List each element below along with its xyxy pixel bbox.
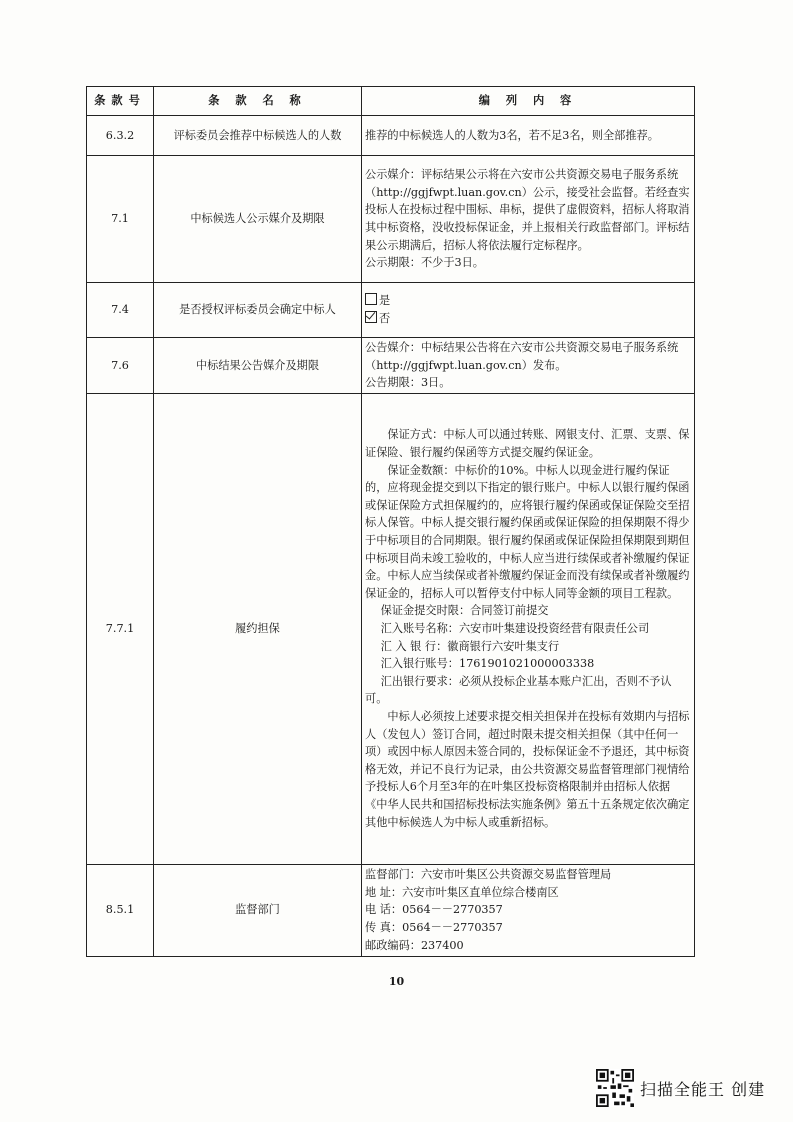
content-line: 汇出银行要求：必须从投标企业基本账户汇出，否则不予认可。 <box>365 674 672 706</box>
content-line: 中标人必须按上述要求提交相关担保并在投标有效期内与招标人（发包人）签订合同，超过时限未提交相关担保（其中任何一项）或因中标人原因未签合同的，投标保证金不予退还，其中标资格无效，并记不良行为记录，由公共资源交易监督管理部门视情给予投标人6个月至3年的在叶集区投标资格限制并由招标人依据《中华人民共和国招标投标法实施条例》第五十五条规定依次确定其他中标候选人为中标人或重新招标。 <box>365 709 690 829</box>
content-line: 保证金数额：中标价的10%。中标人以现金进行履约保证的，应将现金提交到以下指定的银行账户。中标人以银行履约保函或保证保险方式担保履约的，应将银行履约保函或保证保险交至招标人保管。中标人提交银行履约保函或保证保险的担保期限不得少于中标项目的合同期限。银行履约保函或保证保险担保期限到期但中标项目尚未竣工验收的，中标人应当进行续保或者补缴履约保证金。中标人应当续保或者补缴履约保证金而没有续保或者补缴履约保证金的，招标人可以暂停支付中标人同等金额的项目工程款。 <box>365 463 690 600</box>
table-row <box>87 283 695 338</box>
content-line: 保证方式：中标人可以通过转账、网银支付、汇票、支票、保证保险、银行履约保函等方式提交履约保证金。 <box>365 428 690 460</box>
content-line: 公告媒介：中标结果公告将在六安市公共资源交易电子服务系统（http://ggjfwpt.luan.gov.cn）发布。 <box>365 341 679 372</box>
table-row <box>87 393 695 864</box>
clause-name: 中标候选人公示媒介及期限 <box>154 156 362 283</box>
option-no[interactable] <box>365 310 691 328</box>
content-line: 地 址：六安市叶集区直单位综合楼南区 <box>365 885 559 899</box>
content-line: 保证金提交时限：合同签订前提交 <box>380 604 549 618</box>
scanner-watermark <box>596 1068 765 1108</box>
clause-table <box>86 86 695 957</box>
clause-content <box>362 393 695 864</box>
clause-number: 7.1 <box>87 156 154 283</box>
clause-name: 是否授权评标委员会确定中标人 <box>154 283 362 338</box>
table-row <box>87 156 695 283</box>
clause-content <box>362 116 695 156</box>
checkbox-checked-icon[interactable] <box>365 311 377 323</box>
content-line: 公示媒介：评标结果公示将在六安市公共资源交易电子服务系统（http://ggjfwpt.luan.gov.cn）公示，接受社会监督。若经查实投标人在投标过程中围标、串标，提供了虚假资料，招标人将取消其中标资格，没收投标保证金，并上报相关行政监督部门。评标结果公示期满后，招标人将依法履行定标程序。 <box>365 168 690 252</box>
qr-code-icon <box>596 1069 634 1107</box>
clause-number: 7.4 <box>87 283 154 338</box>
option-label: 否 <box>379 312 391 325</box>
clause-name: 中标结果公告媒介及期限 <box>154 338 362 394</box>
clause-name: 评标委员会推荐中标候选人的人数 <box>154 116 362 156</box>
clause-content <box>362 156 695 283</box>
header-content: 编 列 内 容 <box>362 87 695 116</box>
content-line: 汇入账号名称：六安市叶集建设投资经营有限责任公司 <box>380 621 650 635</box>
content-line: 公示期限：不少于3日。 <box>365 256 484 270</box>
clause-name: 履约担保 <box>154 393 362 864</box>
clause-content <box>362 338 695 394</box>
content-line: 汇 入 银 行：徽商银行六安叶集支行 <box>380 639 560 653</box>
header-clause-no: 条款号 <box>87 87 154 116</box>
content-line: 电 话：0564－－2770357 <box>365 903 503 917</box>
clause-content <box>362 283 695 338</box>
table-header-row <box>87 87 695 116</box>
option-label: 是 <box>379 294 391 308</box>
clause-number: 7.6 <box>87 338 154 394</box>
content-line: 汇入银行账号：1761901021000003338 <box>380 657 595 671</box>
clause-number: 7.7.1 <box>87 393 154 864</box>
content-line: 公告期限：3日。 <box>365 376 451 390</box>
content-line: 传 真：0564－－2770357 <box>365 921 503 935</box>
header-clause-name: 条 款 名 称 <box>154 87 362 116</box>
content-line: 推荐的中标候选人的人数为3名，若不足3名，则全部推荐。 <box>365 128 659 142</box>
table-row <box>87 864 695 956</box>
watermark-text: 扫描全能王 创建 <box>640 1079 766 1099</box>
page-number: 10 <box>388 975 405 988</box>
clause-content <box>362 864 695 956</box>
clause-number: 8.5.1 <box>87 864 154 956</box>
table-row <box>87 338 695 394</box>
content-line: 邮政编码：237400 <box>365 938 464 952</box>
content-line: 监督部门：六安市叶集区公共资源交易监督管理局 <box>365 868 612 882</box>
table-row <box>87 116 695 156</box>
option-yes[interactable] <box>365 292 691 310</box>
clause-name: 监督部门 <box>154 864 362 956</box>
clause-number: 6.3.2 <box>87 116 154 156</box>
checkbox-unchecked-icon[interactable] <box>365 293 377 305</box>
